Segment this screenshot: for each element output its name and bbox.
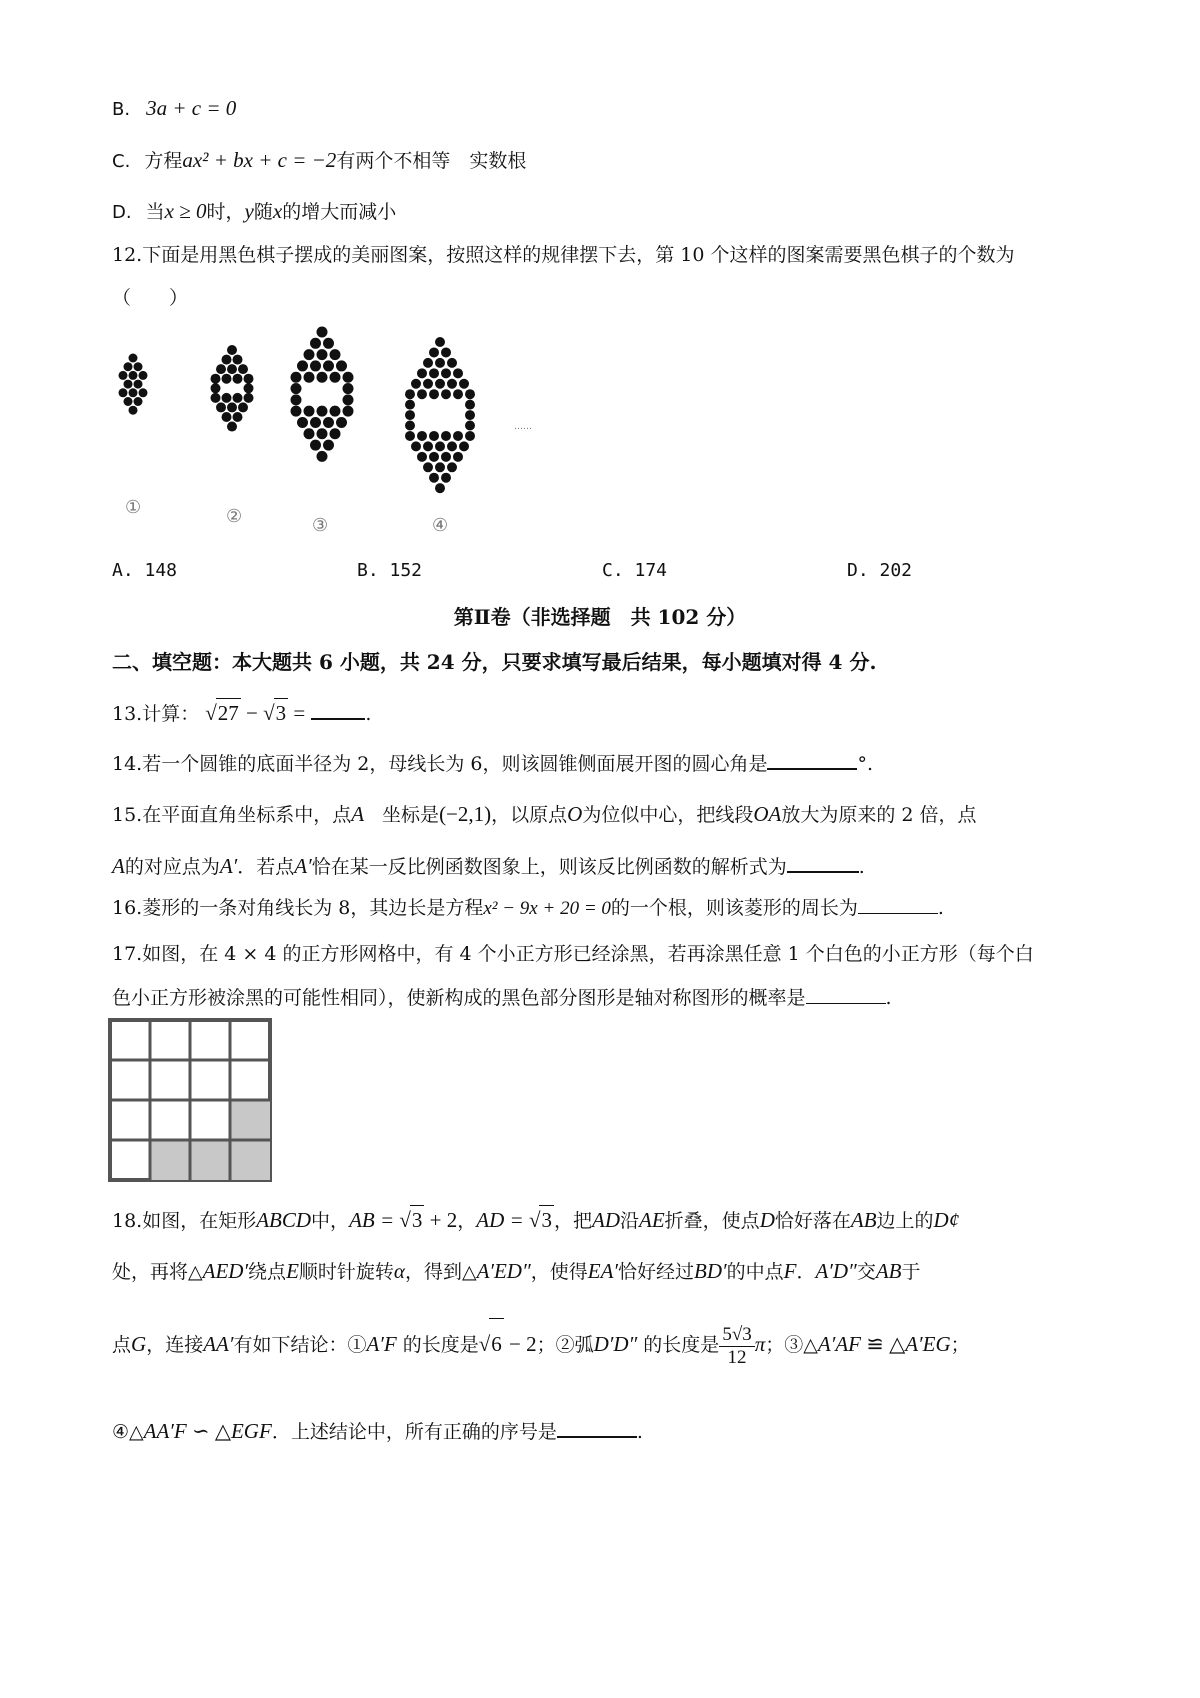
math: π bbox=[754, 1332, 766, 1356]
black-stone bbox=[291, 383, 302, 394]
math: ≌ △ bbox=[860, 1332, 906, 1356]
text: ，得到△ bbox=[404, 1261, 477, 1283]
math: AA′ bbox=[203, 1332, 234, 1356]
black-stone bbox=[453, 452, 463, 462]
question-17-line-1: 17.如图，在 4 × 4 的正方形网格中，有 4 个小正方形已经涂黑，若再涂黑任意 1 个白色的小正方形（每个白 bbox=[112, 943, 1034, 965]
option-text: 当 bbox=[145, 201, 165, 223]
text: 点 bbox=[112, 1334, 132, 1356]
black-stone bbox=[435, 379, 445, 389]
answer-blank bbox=[557, 1416, 637, 1438]
answer-blank bbox=[767, 748, 857, 770]
shaded-square bbox=[230, 1140, 270, 1180]
math-expression: x ≥ 0 bbox=[164, 199, 207, 223]
black-stone bbox=[134, 380, 143, 389]
math: α bbox=[393, 1259, 405, 1283]
question-13-prefix: 13.计算： bbox=[112, 703, 200, 725]
text: ． bbox=[796, 1261, 816, 1283]
black-stone bbox=[310, 360, 321, 371]
black-stone bbox=[343, 372, 354, 383]
black-stone bbox=[441, 473, 451, 483]
math: ∽ △ bbox=[186, 1419, 231, 1443]
point-label: A bbox=[351, 802, 365, 826]
black-stone bbox=[435, 337, 445, 347]
black-stone bbox=[317, 349, 328, 360]
black-stone bbox=[244, 393, 254, 403]
black-stone bbox=[134, 397, 143, 406]
question-15-line-2 bbox=[112, 851, 865, 881]
section-subtitle: 二、填空题：本大题共 6 小题，共 24 分，只要求填写最后结果，每小题填对得 4 分. bbox=[112, 650, 877, 674]
math: AE bbox=[639, 1208, 665, 1232]
question-18-line-1 bbox=[112, 1205, 959, 1235]
radicand: 3 bbox=[274, 698, 289, 727]
question-13 bbox=[112, 698, 371, 728]
text: 处，再将△ bbox=[112, 1261, 203, 1283]
black-stone bbox=[119, 371, 128, 380]
math: EA′ bbox=[587, 1259, 618, 1283]
text: 15.在平面直角坐标系中，点 bbox=[112, 804, 352, 826]
black-stone bbox=[330, 349, 341, 360]
black-stone bbox=[447, 441, 457, 451]
question-12-text: 12.下面是用黑色棋子摆成的美丽图案，按照这样的规律摆下去，第 10 个这样的图案需要黑色棋子的个数为 bbox=[112, 244, 1015, 266]
math: A′F bbox=[366, 1332, 397, 1356]
black-stone bbox=[129, 406, 138, 415]
grid-figure bbox=[108, 1018, 272, 1182]
text: 放大为原来的 2 倍，点 bbox=[781, 804, 977, 826]
question-16 bbox=[112, 893, 944, 923]
option-text: 时， bbox=[206, 201, 245, 223]
black-stone bbox=[304, 349, 315, 360]
option-label: D. bbox=[112, 202, 132, 223]
math-expression: 3a + c = 0 bbox=[146, 96, 237, 120]
black-stone bbox=[465, 400, 475, 410]
black-stone bbox=[465, 421, 475, 431]
period: . bbox=[885, 987, 892, 1009]
question-17-line-2 bbox=[112, 983, 892, 1012]
black-stone bbox=[447, 358, 457, 368]
black-stone bbox=[323, 338, 334, 349]
text: 为位似中心，把线段 bbox=[582, 804, 754, 826]
math-expression: x bbox=[272, 199, 283, 223]
black-stone bbox=[317, 428, 328, 439]
pattern-2 bbox=[211, 345, 254, 432]
black-stone bbox=[233, 393, 243, 403]
black-stone bbox=[310, 417, 321, 428]
black-stone bbox=[453, 431, 463, 441]
option-d bbox=[112, 197, 396, 227]
text: 折叠，使点 bbox=[664, 1210, 760, 1232]
black-stone bbox=[435, 462, 445, 472]
answer-blank bbox=[311, 698, 365, 720]
option-b bbox=[112, 94, 236, 124]
sqrt-symbol: √ bbox=[478, 1332, 491, 1356]
option-text: 方程 bbox=[144, 150, 183, 172]
point-label: A′ bbox=[294, 854, 312, 878]
black-stone bbox=[459, 441, 469, 451]
pattern-1 bbox=[119, 354, 148, 415]
question-18-line-3 bbox=[112, 1318, 970, 1370]
pattern-figure bbox=[100, 320, 620, 540]
text: ，使得 bbox=[530, 1261, 588, 1283]
text: ， bbox=[457, 1210, 477, 1232]
question-12-paren: （ ） bbox=[112, 287, 189, 309]
degree-period: °. bbox=[857, 753, 874, 775]
black-stone bbox=[465, 410, 475, 420]
black-stone bbox=[216, 402, 226, 412]
black-stone bbox=[330, 428, 341, 439]
math-expression: ax² + bx + c = −2 bbox=[182, 148, 337, 172]
black-stone bbox=[216, 364, 226, 374]
period: . bbox=[937, 897, 944, 919]
math: G bbox=[131, 1332, 147, 1356]
math-expression: y bbox=[244, 199, 254, 223]
black-stone bbox=[227, 364, 237, 374]
black-stone bbox=[429, 389, 439, 399]
black-stone bbox=[244, 374, 254, 384]
option-c bbox=[112, 146, 526, 176]
math: AD = bbox=[476, 1208, 529, 1232]
math: A′ED″ bbox=[476, 1259, 531, 1283]
black-stone bbox=[441, 347, 451, 357]
math: D¢ bbox=[933, 1208, 960, 1232]
black-stone bbox=[211, 393, 221, 403]
text: 16.菱形的一条对角线长为 8，其边长是方程 bbox=[112, 897, 484, 919]
black-stone bbox=[330, 406, 341, 417]
black-stone bbox=[405, 431, 415, 441]
black-stone bbox=[227, 402, 237, 412]
math: EGF bbox=[230, 1419, 272, 1443]
period: . bbox=[858, 856, 865, 878]
text: ，以原点 bbox=[491, 804, 568, 826]
pattern-3 bbox=[291, 327, 354, 462]
black-stone bbox=[310, 338, 321, 349]
black-stone bbox=[411, 379, 421, 389]
text: 的长度是 bbox=[643, 1334, 720, 1356]
math: − 2 bbox=[503, 1332, 537, 1356]
black-stone bbox=[233, 355, 243, 365]
black-stone bbox=[129, 388, 138, 397]
sqrt-symbol: √ bbox=[205, 701, 217, 725]
fraction-denominator: 12 bbox=[727, 1346, 747, 1368]
black-stone bbox=[297, 360, 308, 371]
math-operator: = bbox=[288, 701, 306, 725]
radicand: 3 bbox=[539, 1205, 554, 1234]
black-stone bbox=[336, 417, 347, 428]
math: + 2 bbox=[424, 1208, 458, 1232]
black-stone bbox=[423, 358, 433, 368]
math: E bbox=[286, 1259, 299, 1283]
black-stone bbox=[317, 406, 328, 417]
math: ABCD bbox=[256, 1208, 312, 1232]
black-stone bbox=[323, 417, 334, 428]
point-label: A bbox=[112, 854, 125, 878]
math: D′D″ bbox=[593, 1332, 638, 1356]
answer-blank bbox=[858, 893, 938, 914]
black-stone bbox=[233, 374, 243, 384]
ellipsis: …… bbox=[514, 422, 532, 432]
black-stone bbox=[435, 483, 445, 493]
black-stone bbox=[465, 431, 475, 441]
option-label: C. bbox=[112, 151, 131, 172]
black-stone bbox=[304, 372, 315, 383]
black-stone bbox=[291, 406, 302, 417]
black-stone bbox=[317, 451, 328, 462]
text: 色小正方形被涂黑的可能性相同），使新构成的黑色部分图形是轴对称图形的概率是 bbox=[112, 987, 806, 1009]
black-stone bbox=[317, 327, 328, 338]
question-14-text: 14.若一个圆锥的底面半径为 2，母线长为 6，则该圆锥侧面展开图的圆心角是 bbox=[112, 753, 768, 775]
black-stone bbox=[227, 345, 237, 355]
black-stone bbox=[222, 374, 232, 384]
text: 的中点 bbox=[726, 1261, 784, 1283]
question-12-choices bbox=[112, 560, 1112, 588]
text: 边上的 bbox=[876, 1210, 934, 1232]
text: ；②弧 bbox=[536, 1334, 594, 1356]
text: 18.如图，在矩形 bbox=[112, 1210, 257, 1232]
text: 恰好落在 bbox=[774, 1210, 851, 1232]
math-expression: x² − 9x + 20 = 0 bbox=[483, 898, 611, 919]
question-15-line-1 bbox=[112, 800, 977, 829]
text: 恰好经过 bbox=[618, 1261, 695, 1283]
math: AB bbox=[875, 1259, 902, 1283]
shaded-square bbox=[190, 1140, 230, 1180]
math: A′AF bbox=[817, 1332, 861, 1356]
black-stone bbox=[417, 431, 427, 441]
text: 有如下结论：① bbox=[233, 1334, 367, 1356]
black-stone bbox=[453, 368, 463, 378]
black-stone bbox=[411, 441, 421, 451]
black-stone bbox=[405, 389, 415, 399]
option-text: 有两个不相等 实数根 bbox=[336, 150, 527, 172]
black-stone bbox=[129, 354, 138, 363]
text: ，把 bbox=[553, 1210, 592, 1232]
black-stone bbox=[139, 388, 148, 397]
black-stone bbox=[405, 410, 415, 420]
black-stone bbox=[291, 394, 302, 405]
black-stone bbox=[405, 421, 415, 431]
math: AB bbox=[850, 1208, 877, 1232]
black-stone bbox=[429, 347, 439, 357]
text: 恰在某一反比例函数图象上，则该反比例函数的解析式为 bbox=[311, 856, 787, 878]
black-stone bbox=[435, 358, 445, 368]
radicand: 27 bbox=[216, 698, 241, 727]
fraction-numerator: 5√3 bbox=[719, 1324, 754, 1347]
radicand: 3 bbox=[410, 1205, 425, 1234]
text: 的一个根，则该菱形的周长为 bbox=[610, 897, 858, 919]
text: 绕点 bbox=[248, 1261, 287, 1283]
math: AA′F bbox=[143, 1419, 187, 1443]
text: 的对应点为 bbox=[124, 856, 220, 878]
black-stone bbox=[297, 417, 308, 428]
text: ，连接 bbox=[146, 1334, 204, 1356]
black-stone bbox=[453, 389, 463, 399]
black-stone bbox=[343, 383, 354, 394]
black-stone bbox=[447, 462, 457, 472]
question-18-line-4 bbox=[112, 1416, 643, 1446]
black-stone bbox=[124, 380, 133, 389]
black-stone bbox=[423, 441, 433, 451]
black-stone bbox=[211, 383, 221, 393]
black-stone bbox=[304, 428, 315, 439]
black-stone bbox=[124, 362, 133, 371]
pattern-4 bbox=[405, 337, 475, 493]
fraction bbox=[719, 1324, 754, 1369]
black-stone bbox=[447, 379, 457, 389]
black-stone bbox=[343, 394, 354, 405]
black-stone bbox=[417, 389, 427, 399]
choice-d: D. 202 bbox=[847, 560, 913, 581]
point-label: O bbox=[567, 802, 583, 826]
choice-a: A. 148 bbox=[112, 560, 178, 581]
math: AD bbox=[592, 1208, 620, 1232]
answer-blank bbox=[806, 983, 886, 1004]
black-stone bbox=[304, 406, 315, 417]
period: . bbox=[636, 1421, 643, 1443]
text: 的长度是 bbox=[402, 1334, 479, 1356]
sqrt-symbol: √ bbox=[528, 1208, 541, 1232]
black-stone bbox=[336, 360, 347, 371]
text: ．上述结论中，所有正确的序号是 bbox=[271, 1421, 557, 1443]
black-stone bbox=[227, 422, 237, 432]
black-stone bbox=[238, 364, 248, 374]
black-stone bbox=[317, 372, 328, 383]
segment-label: OA bbox=[753, 802, 782, 826]
figure-label-1: ① bbox=[125, 497, 142, 518]
option-text: 的增大而减小 bbox=[282, 201, 397, 223]
black-stone bbox=[423, 379, 433, 389]
black-stone bbox=[139, 371, 148, 380]
math: A′EG bbox=[905, 1332, 951, 1356]
math-operator: − bbox=[240, 701, 264, 725]
shaded-square bbox=[230, 1100, 270, 1140]
black-stone bbox=[417, 452, 427, 462]
question-14 bbox=[112, 748, 873, 778]
black-stone bbox=[124, 397, 133, 406]
black-stone bbox=[222, 412, 232, 422]
sqrt-symbol: √ bbox=[399, 1208, 411, 1232]
text: 于 bbox=[901, 1261, 921, 1283]
black-stone bbox=[310, 440, 321, 451]
coordinate: (−2,1) bbox=[439, 802, 492, 826]
figure-label-3: ③ bbox=[312, 515, 329, 536]
black-stone bbox=[459, 379, 469, 389]
black-stone bbox=[405, 400, 415, 410]
question-18-line-2 bbox=[112, 1257, 921, 1286]
text: 中， bbox=[311, 1210, 350, 1232]
math: BD′ bbox=[694, 1259, 727, 1283]
black-stone bbox=[465, 389, 475, 399]
black-stone bbox=[119, 388, 128, 397]
black-stone bbox=[222, 355, 232, 365]
black-stone bbox=[129, 371, 138, 380]
section-title: 第Ⅱ卷（非选择题 共 102 分） bbox=[453, 605, 747, 629]
black-stone bbox=[323, 440, 334, 451]
black-stone bbox=[238, 402, 248, 412]
black-stone bbox=[211, 374, 221, 384]
black-stone bbox=[429, 452, 439, 462]
text: ；③△ bbox=[765, 1334, 818, 1356]
point-label: A′ bbox=[219, 854, 238, 878]
math: D bbox=[759, 1208, 775, 1232]
figure-label-2: ② bbox=[226, 506, 243, 527]
choice-c: C. 174 bbox=[602, 560, 668, 581]
math: AB = bbox=[349, 1208, 400, 1232]
black-stone bbox=[291, 372, 302, 383]
black-stone bbox=[323, 360, 334, 371]
black-stone bbox=[343, 406, 354, 417]
option-text: 随 bbox=[253, 201, 273, 223]
black-stone bbox=[429, 473, 439, 483]
choice-b: B. 152 bbox=[357, 560, 423, 581]
black-stone bbox=[233, 412, 243, 422]
radicand: 6 bbox=[489, 1318, 504, 1369]
black-stone bbox=[423, 462, 433, 472]
black-stone bbox=[429, 431, 439, 441]
black-stone bbox=[134, 362, 143, 371]
text: 顺时针旋转 bbox=[298, 1261, 394, 1283]
sqrt-symbol: √ bbox=[263, 701, 275, 725]
black-stone bbox=[441, 452, 451, 462]
math: AED′ bbox=[202, 1259, 249, 1283]
shaded-square bbox=[150, 1140, 190, 1180]
option-label: B. bbox=[112, 99, 131, 120]
math: F bbox=[783, 1259, 797, 1283]
black-stone bbox=[244, 383, 254, 393]
black-stone bbox=[330, 372, 341, 383]
text: 交 bbox=[856, 1261, 876, 1283]
black-stone bbox=[435, 441, 445, 451]
black-stone bbox=[441, 431, 451, 441]
text: 沿 bbox=[620, 1210, 640, 1232]
text: ④△ bbox=[112, 1421, 144, 1443]
period: . bbox=[365, 703, 372, 725]
black-stone bbox=[222, 393, 232, 403]
black-stone bbox=[441, 389, 451, 399]
text: ．若点 bbox=[237, 856, 295, 878]
answer-blank bbox=[787, 851, 859, 873]
figure-label-4: ④ bbox=[432, 515, 449, 536]
math: A′D″ bbox=[815, 1259, 857, 1283]
text: ； bbox=[950, 1334, 970, 1356]
black-stone bbox=[417, 368, 427, 378]
black-stone bbox=[441, 368, 451, 378]
black-stone bbox=[429, 368, 439, 378]
text: 坐标是 bbox=[382, 804, 440, 826]
